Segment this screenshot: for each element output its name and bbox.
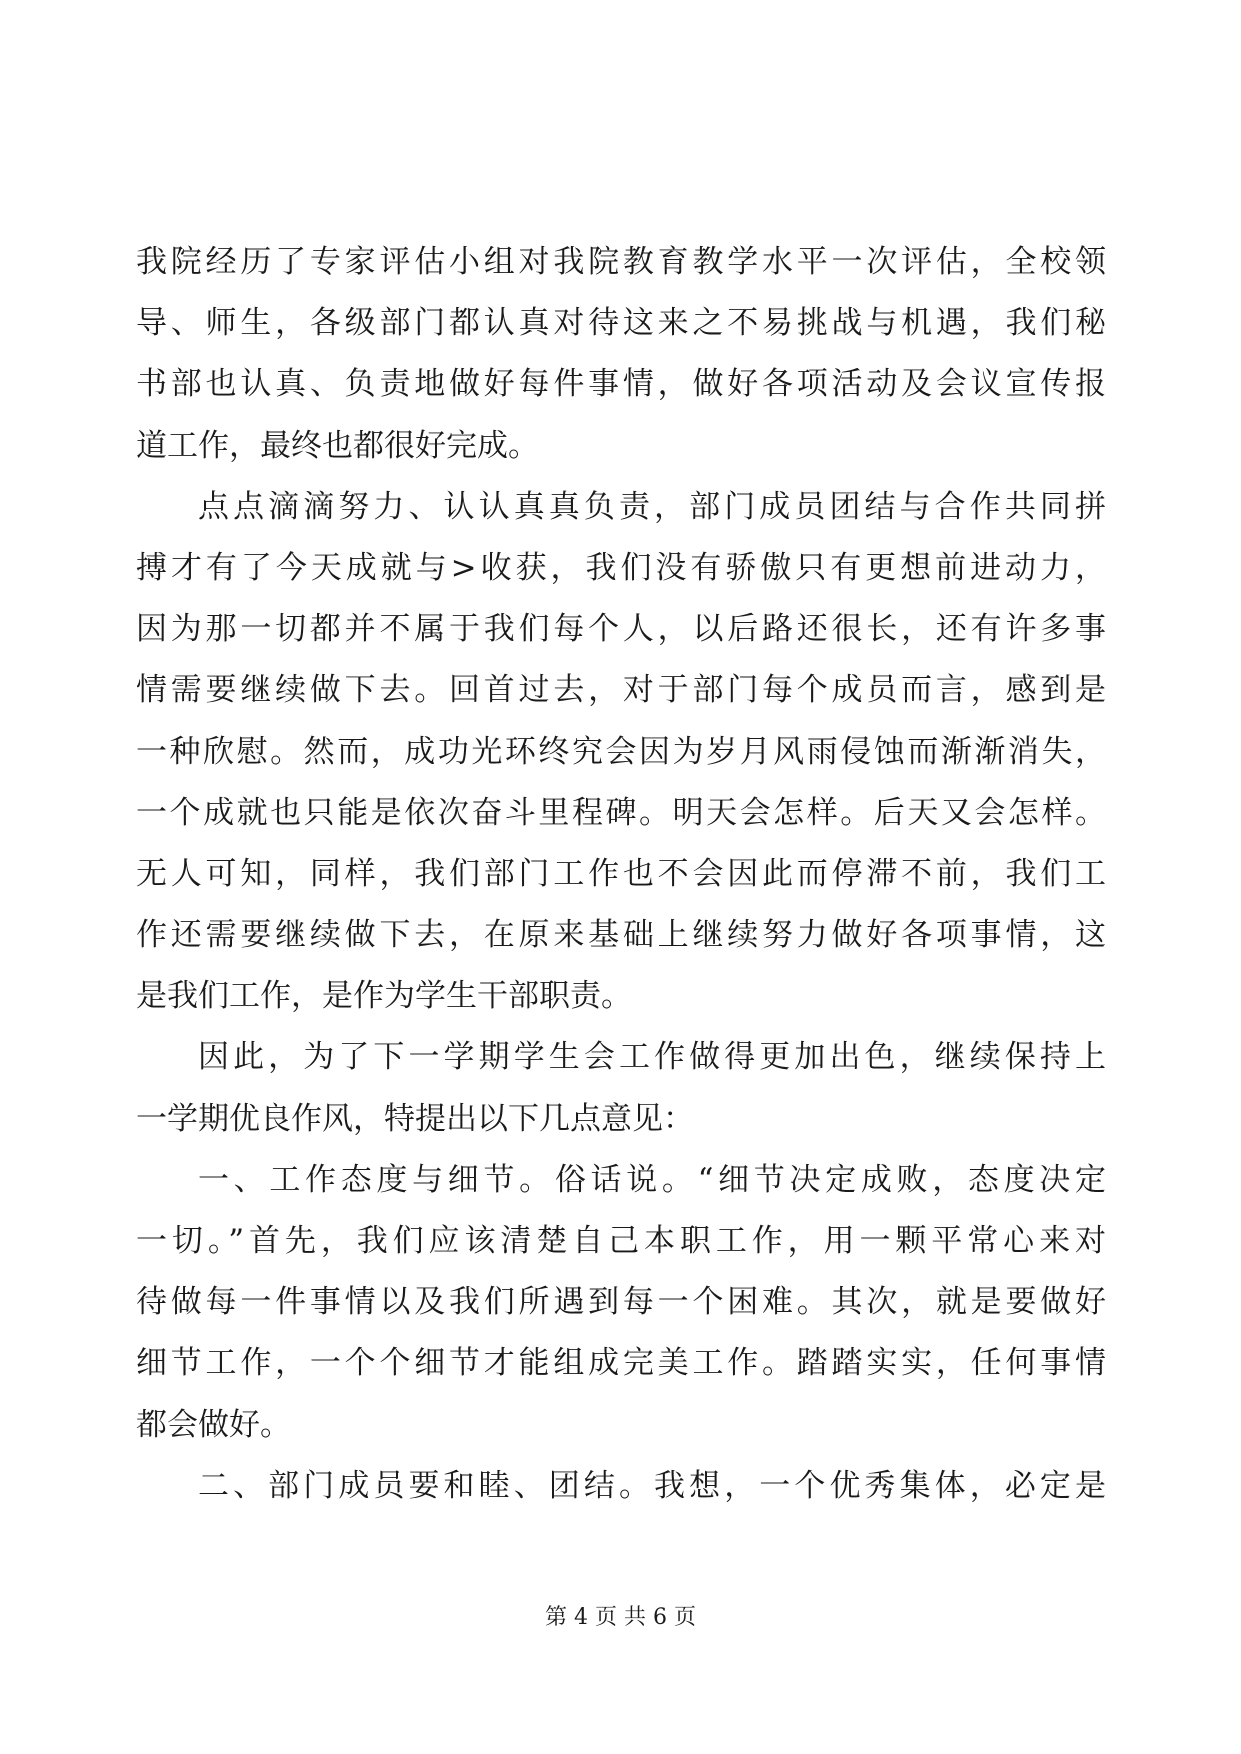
- text-line: 因此，为了下一学期学生会工作做得更加出色，继续保持上: [198, 1039, 1106, 1076]
- text-line: 二、部门成员要和睦、团结。我想，一个优秀集体，必定是: [198, 1467, 1106, 1504]
- text-line: 是我们工作，是作为学生干部职责。: [136, 978, 632, 1015]
- text-line: 道工作，最终也都很好完成。: [136, 427, 539, 464]
- text-line: 细节工作，一个个细节才能组成完美工作。踏踏实实，任何事情: [136, 1345, 1106, 1382]
- page-footer: 第 4 页 共 6 页: [545, 1605, 696, 1630]
- document-body: [136, 232, 1106, 1517]
- text-line: 一、工作态度与细节。俗话说。“细节决定成败，态度决定: [198, 1161, 1106, 1198]
- text-line: 一个成就也只能是依次奋斗里程碑。明天会怎样。后天又会怎样。: [136, 794, 1106, 831]
- text-line: 搏才有了今天成就与>收获，我们没有骄傲只有更想前进动力，: [136, 549, 1106, 586]
- text-line: 我院经历了专家评估小组对我院教育教学水平一次评估，全校领: [136, 244, 1106, 280]
- text-line: 无人可知，同样，我们部门工作也不会因此而停滞不前，我们工: [136, 855, 1106, 892]
- text-line: 待做每一件事情以及我们所遇到每一个困难。其次，就是要做好: [136, 1284, 1106, 1321]
- text-line: 导、师生，各级部门都认真对待这来之不易挑战与机遇，我们秘: [136, 305, 1106, 342]
- text-line: 作还需要继续做下去，在原来基础上继续努力做好各项事情，这: [136, 917, 1106, 954]
- text-line: 一学期优良作风，特提出以下几点意见：: [136, 1100, 694, 1137]
- text-line: 一切。”首先，我们应该清楚自己本职工作，用一颗平常心来对: [136, 1223, 1106, 1259]
- text-line: 都会做好。: [136, 1406, 291, 1443]
- text-line: 情需要继续做下去。回首过去，对于部门每个成员而言，感到是: [136, 672, 1106, 709]
- text-line: 因为那一切都并不属于我们每个人，以后路还很长，还有许多事: [136, 611, 1106, 648]
- text-line: 一种欣慰。然而，成功光环终究会因为岁月风雨侵蚀而渐渐消失，: [136, 733, 1106, 770]
- text-line: 书部也认真、负责地做好每件事情，做好各项活动及会议宣传报: [136, 366, 1106, 403]
- text-line: 点点滴滴努力、认认真真负责，部门成员团结与合作共同拼: [198, 488, 1106, 525]
